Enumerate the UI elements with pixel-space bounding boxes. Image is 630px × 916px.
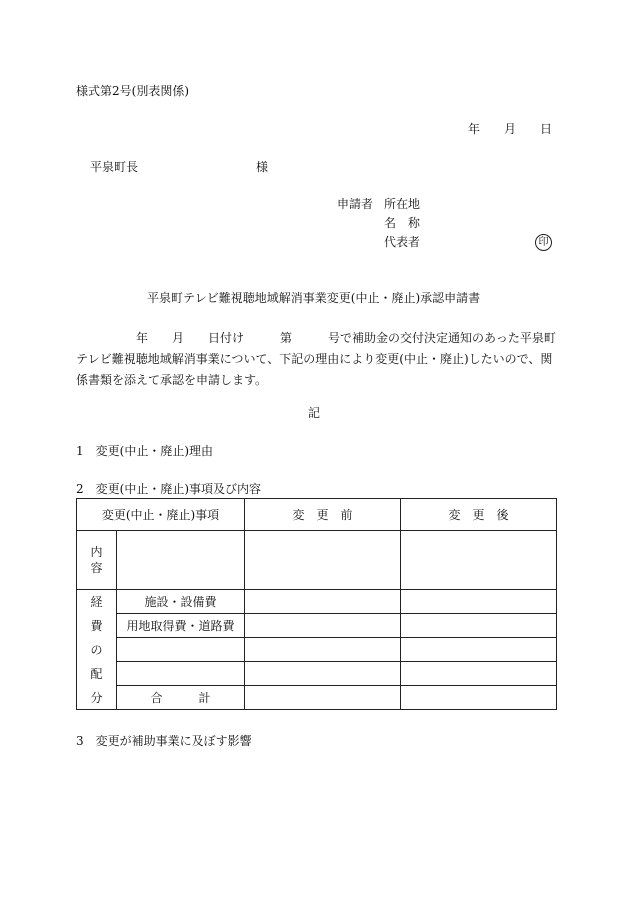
date-line: 年 月 日 [468,122,553,136]
change-table [76,498,557,710]
row-blank-1-before [245,638,401,662]
address-label: 所在地 [384,197,421,211]
section-2-items: 2 変更(中止・廃止)事項及び内容 [76,482,261,496]
representative-label: 代表者 [384,235,421,249]
header-item: 変更(中止・廃止)事項 [77,499,245,531]
body-paragraph [76,328,556,391]
content-before-cell [245,531,401,590]
body-line-1: 年 月 日付け 第 号で補助金の交付決定通知のあった平泉町 [76,331,556,345]
body-line-3: 係書類を添えて承認を申請します。 [76,373,268,387]
addressee-honorific: 様 [256,160,269,174]
row-land-label: 用地取得費・道路費 [117,614,245,638]
row-facility-after [401,590,557,614]
row-blank-2-label [117,662,245,686]
addressee-name: 平泉町長 [90,160,139,174]
row-facility-before [245,590,401,614]
ki-heading: 記 [308,406,321,420]
expense-label: 経 費 の 配 分 [77,590,117,710]
row-blank-2-after [401,662,557,686]
content-item-cell [117,531,245,590]
row-total-after [401,686,557,710]
content-after-cell [401,531,557,590]
content-label: 内 容 [77,531,117,590]
row-blank-1-after [401,638,557,662]
seal-mark: 印 [535,234,552,251]
row-facility-label: 施設・設備費 [117,590,245,614]
applicant-label: 申請者 [337,197,374,211]
document-title: 平泉町テレビ難視聴地域解消事業変更(中止・廃止)承認申請書 [147,291,481,305]
body-line-2: テレビ難視聴地域解消事業について、下記の理由により変更(中止・廃止)したいので、関 [76,352,553,366]
form-number: 様式第2号(別表関係) [76,84,189,98]
row-land-after [401,614,557,638]
company-name-label: 名 称 [384,216,421,230]
row-blank-2-before [245,662,401,686]
row-blank-1-label [117,638,245,662]
section-1-reason: 1 変更(中止・廃止)理由 [76,444,213,458]
header-before: 変 更 前 [245,499,401,531]
header-after: 変 更 後 [401,499,557,531]
section-3-impact: 3 変更が補助事業に及ぼす影響 [76,734,252,748]
row-land-before [245,614,401,638]
row-total-before [245,686,401,710]
row-total-label: 合 計 [117,686,245,710]
